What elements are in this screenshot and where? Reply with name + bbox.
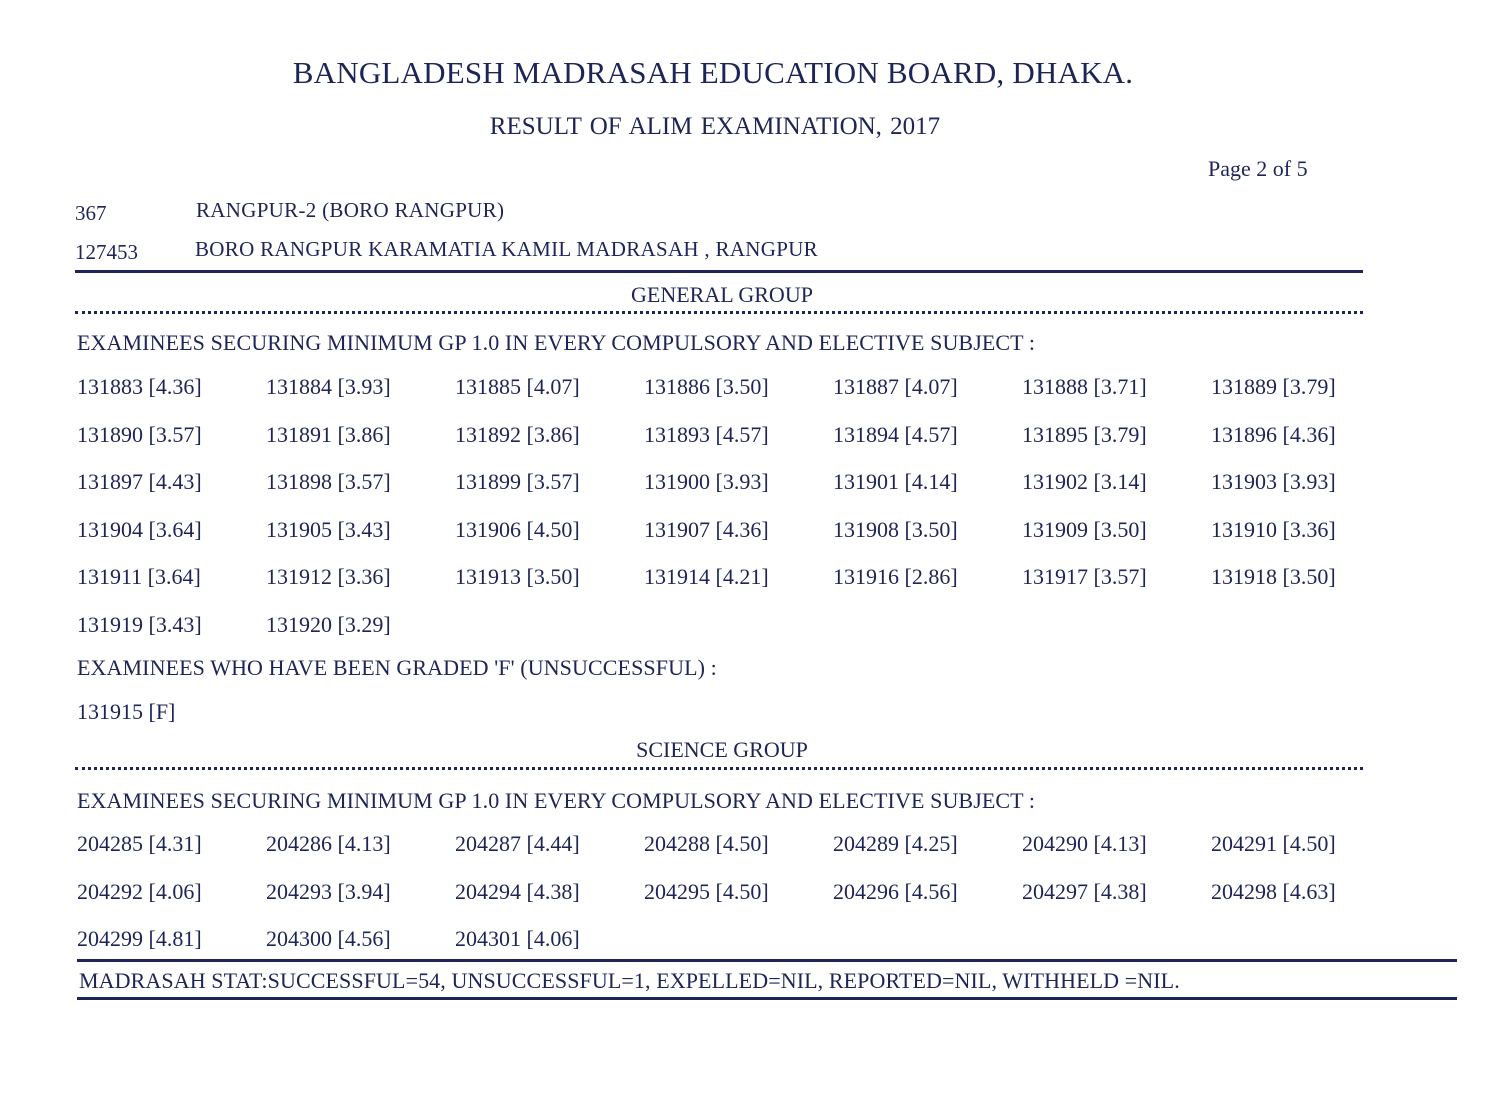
result-entry: 131892 [3.86] [455, 421, 580, 447]
result-entry: 204292 [4.06] [77, 878, 202, 904]
result-entry: 131884 [3.93] [266, 374, 391, 399]
result-entry: 204294 [4.38] [455, 878, 580, 904]
result-entry: 131887 [4.07] [833, 374, 958, 399]
result-entry: 131893 [4.57] [644, 421, 769, 447]
result-entry: 131901 [4.14] [833, 469, 958, 494]
general-passed-list [77, 372, 1400, 657]
result-entry: 131920 [3.29] [266, 611, 391, 637]
result-entry: 131914 [4.21] [644, 564, 769, 589]
result-entry: 131917 [3.57] [1022, 564, 1147, 589]
result-entry: 204298 [4.63] [1211, 878, 1336, 904]
result-entry: 204291 [4.50] [1211, 831, 1336, 856]
page-number: Page 2 of 5 [1208, 156, 1308, 181]
result-entry: 204290 [4.13] [1022, 831, 1147, 856]
result-entry: 131911 [3.64] [77, 564, 201, 589]
institution-code: 127453 [75, 240, 138, 264]
result-entry: 131905 [3.43] [266, 516, 391, 542]
result-entry: 131897 [4.43] [77, 469, 202, 494]
result-entry: 204296 [4.56] [833, 878, 958, 904]
stat-top-rule [77, 959, 1457, 962]
result-entry: 131910 [3.36] [1211, 516, 1336, 542]
result-entry: 204293 [3.94] [266, 878, 391, 904]
result-entry: 131916 [2.86] [833, 564, 958, 589]
result-entry: 131909 [3.50] [1022, 516, 1147, 542]
science-group-dashed-rule [75, 767, 1363, 770]
result-entry: 204286 [4.13] [266, 831, 391, 856]
result-entry: 131889 [3.79] [1211, 374, 1336, 399]
result-entry: 204287 [4.44] [455, 831, 580, 856]
board-title: BANGLADESH MADRASAH EDUCATION BOARD, DHAKA. [292, 55, 1134, 90]
madrasah-stat: MADRASAH STAT:SUCCESSFUL=54, UNSUCCESSFUL=1, EXPELLED=NIL, REPORTED=NIL, WITHHELD =NIL. [79, 968, 1180, 993]
science-passed-list [77, 829, 1400, 972]
result-entry: 204288 [4.50] [644, 831, 769, 856]
result-entry: 131898 [3.57] [266, 469, 391, 494]
general-passed-heading: EXAMINEES SECURING MINIMUM GP 1.0 IN EVERY COMPULSORY AND ELECTIVE SUBJECT : [77, 330, 1036, 355]
result-entry: 131891 [3.86] [266, 421, 391, 447]
header-divider [75, 270, 1363, 273]
result-entry: 131903 [3.93] [1211, 469, 1336, 494]
result-entry: 204301 [4.06] [455, 926, 580, 951]
result-entry: 131908 [3.50] [833, 516, 958, 542]
result-entry: 131885 [4.07] [455, 374, 580, 399]
centre-name: RANGPUR-2 (BORO RANGPUR) [196, 198, 505, 222]
science-passed-heading: EXAMINEES SECURING MINIMUM GP 1.0 IN EVERY COMPULSORY AND ELECTIVE SUBJECT : [77, 788, 1036, 813]
result-entry: 204300 [4.56] [266, 926, 391, 951]
result-entry: 131907 [4.36] [644, 516, 769, 542]
result-entry: 131896 [4.36] [1211, 421, 1336, 447]
result-entry: 131902 [3.14] [1022, 469, 1147, 494]
result-entry: 131919 [3.43] [77, 611, 202, 637]
centre-code: 367 [75, 201, 107, 225]
institution-name: BORO RANGPUR KARAMATIA KAMIL MADRASAH , RANGPUR [195, 237, 818, 261]
general-group-title: GENERAL GROUP [631, 282, 813, 307]
result-entry: 204299 [4.81] [77, 926, 202, 951]
result-entry: 131894 [4.57] [833, 421, 958, 447]
result-entry: 204295 [4.50] [644, 878, 769, 904]
result-entry: 131886 [3.50] [644, 374, 769, 399]
result-entry: 131899 [3.57] [455, 469, 580, 494]
result-entry: 131912 [3.36] [266, 564, 391, 589]
result-entry: 131890 [3.57] [77, 421, 202, 447]
exam-title: RESULT OF ALIM EXAMINATION, 2017 [489, 113, 941, 140]
result-entry: 131883 [4.36] [77, 374, 202, 399]
result-entry: 204285 [4.31] [77, 831, 202, 856]
result-entry: 204289 [4.25] [833, 831, 958, 856]
result-entry: 131888 [3.71] [1022, 374, 1147, 399]
failed-entry: 131915 [F] [77, 699, 176, 724]
general-group-dashed-rule [75, 311, 1363, 314]
result-entry: 131895 [3.79] [1022, 421, 1147, 447]
result-entry: 131904 [3.64] [77, 516, 202, 542]
result-entry: 131900 [3.93] [644, 469, 769, 494]
science-group-title: SCIENCE GROUP [636, 737, 808, 762]
result-entry: 131913 [3.50] [455, 564, 580, 589]
general-failed-heading: EXAMINEES WHO HAVE BEEN GRADED 'F' (UNSUCCESSFUL) : [77, 655, 717, 680]
result-entry: 204297 [4.38] [1022, 878, 1147, 904]
result-entry: 131906 [4.50] [455, 516, 580, 542]
stat-bottom-rule [77, 997, 1457, 1000]
result-entry: 131918 [3.50] [1211, 564, 1336, 589]
